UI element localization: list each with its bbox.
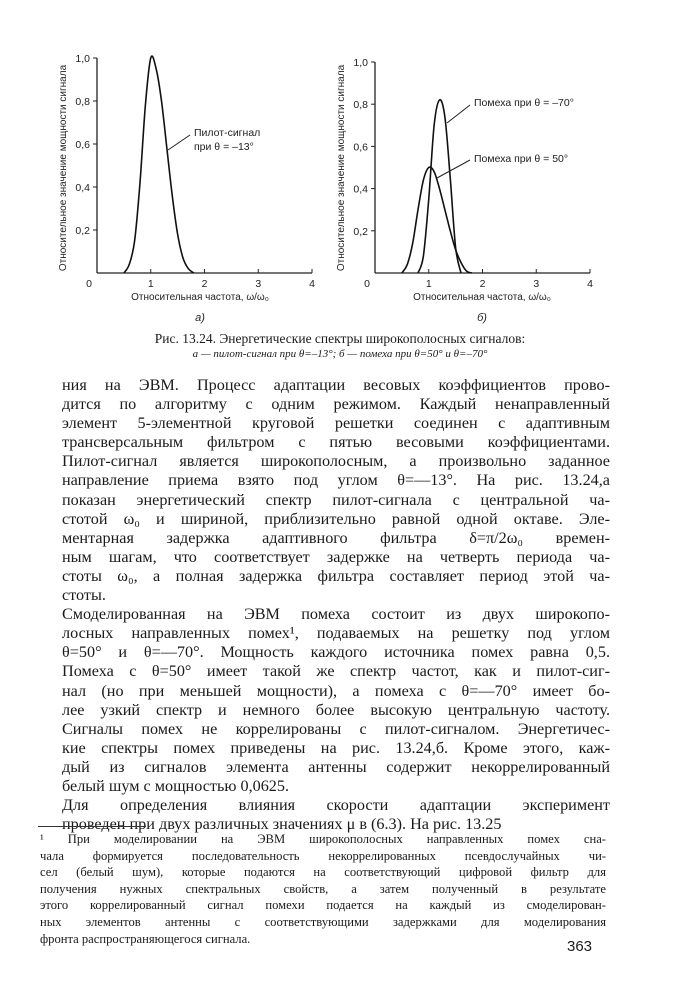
panel-a-ylabel: Относительное значение мощности сигнала [58,64,69,272]
x-tick-label: 1 [147,278,154,290]
x-tick-label: 3 [255,278,262,290]
text-line: получения нужных спектральных свойств, а затем полученный в результате [40,881,606,896]
y-tick-label: 1,0 [353,57,368,69]
text-line: Сигналы помех не коррелированы с пилот-сигналом. Энергетичес- [62,719,610,738]
text-line: Смоделированная на ЭВМ помеха состоит из двух широкопо- [62,605,610,624]
text-line: ным шагам, что соответствует задержке на четверть периода ча- [62,547,610,566]
text-line: элемент 5-элементной круговой решетки соединен с адаптивным [62,414,610,433]
y-tick-label: 0,6 [353,141,368,154]
text-line: стотой ω₀ и шириной, приблизительно равной одной октаве. Эле- [62,509,610,528]
text-line: лее узкий спектр и немного более высокую центральную частоту. [62,700,610,719]
caption-title: Рис. 13.24. Энергетические спектры широкополосных сигналов: [154,331,526,346]
text-line: сел (белый шум), которые подаются на соответствующий цифровой фильтр для [40,865,606,880]
text-line: нал (но при меньшей мощности), а помеха с θ=—70° имеет бо- [62,681,610,700]
panel-b-annotation-leader-2 [437,160,470,178]
x-tick-label: 4 [587,278,593,290]
y-tick-label: 0,6 [75,139,90,151]
text-line: лосных направленных помех¹, подаваемых на решетку под углом [62,624,610,643]
caption-detail: а — пилот-сигнал при θ=–13°; б — помеха при θ=50° и θ=–70° [192,348,488,360]
text-line: стоты ω₀, а полная задержка фильтра составляет период этой ча- [62,566,610,585]
footnote-rule [38,826,146,827]
text-line: фронта распространяющегося сигнала. [40,931,251,946]
page-number: 363 [567,938,593,955]
text-line: дится по алгоритму с одним режимом. Каждый ненаправленный [62,395,610,414]
panel-a-annotation-2: при θ = –13° [194,141,254,153]
y-tick-label: 0,4 [75,182,90,194]
panel-b [336,57,593,324]
x-tick-label: 0 [86,278,92,290]
paragraph-3 [62,796,610,834]
text-line: дый из сигналов элемента антенны содержит некоррелированный [62,757,610,776]
text-line: ¹ При моделировании на ЭВМ широкополосных направленных помех сна- [40,832,606,846]
y-tick-label: 0,4 [353,183,368,196]
text-line: показан энергетический спектр пилот-сигнала с центральной ча- [62,490,610,509]
text-line: ния на ЭВМ. Процесс адаптации весовых коэффициентов прово- [62,376,610,394]
text-line: белый шум с мощностью 0,0625. [62,776,290,795]
y-tick-label: 0,8 [75,96,90,108]
text-line: ментарная задержка адаптивного фильтра δ=π/2ω₀ времен- [62,528,610,547]
body-text [62,376,610,834]
panel-a-annotation-leader [168,135,190,150]
x-tick-label: 0 [364,278,370,290]
text-line: трансверсальным фильтром с пятью весовыми коэффициентами. [62,433,610,452]
y-tick-label: 0,2 [75,225,90,237]
paragraph-2 [62,605,610,796]
y-tick-label: 0,8 [353,99,368,112]
panel-b-annotation-leader-1 [447,105,470,123]
paragraph-1 [62,376,610,605]
x-tick-label: 1 [425,278,432,290]
x-tick-label: 2 [201,278,208,290]
y-tick-label: 1,0 [75,53,90,65]
text-line: чала формируется последовательность некоррелированных псевдослучайных чи- [40,848,606,863]
panel-b-xlabel: Относительная частота, ω/ω₀ [413,292,551,303]
text-line: ных элементов антенны с соответствующими задержками для моделирования [40,914,606,929]
text-line: θ=50° и θ=—70°. Мощность каждого источника помех равна 0,5. [62,643,610,662]
panel-a-label: а) [195,312,205,324]
panel-b-annotation-2: Помеха при θ = 50° [474,153,569,165]
x-tick-label: 3 [533,278,540,290]
text-line: стоты. [62,586,106,605]
text-line: Пилот-сигнал является широкополосным, а произвольно заданное [62,452,610,471]
text-line: направление приема взято под углом θ=—13°. На рис. 13.24,а [62,471,610,490]
y-tick-label: 0,2 [353,225,368,238]
figure-13-24 [0,0,675,330]
footnote [40,831,606,947]
panel-b-series-plus50 [402,167,472,273]
figure-caption [60,330,620,362]
text-line: проведен при двух различных значениях μ в (6.3). На рис. 13.25 [62,815,502,834]
panel-a [58,53,315,324]
text-line: этого коррелированный сигнал помехи подается на каждый из смоделирован- [40,898,606,913]
panel-b-ylabel: Относительное значение мощности сигнала [336,64,347,272]
x-tick-label: 2 [479,278,486,290]
x-tick-label: 4 [309,278,315,290]
panel-a-annotation-1: Пилот-сигнал [194,127,261,139]
panel-a-xlabel: Относительная частота, ω/ω₀ [131,292,269,303]
panel-b-label: б) [477,312,487,324]
text-line: Помеха с θ=50° имеет такой же спектр частот, как и пилот-сиг- [62,662,610,681]
panel-b-annotation-1: Помеха при θ = –70° [474,97,574,109]
text-line: кие спектры помех приведены на рис. 13.24,б. Кроме этого, каж- [62,738,610,757]
text-line: Для определения влияния скорости адаптации эксперимент [62,796,610,815]
panel-a-series-pilot [124,56,194,273]
